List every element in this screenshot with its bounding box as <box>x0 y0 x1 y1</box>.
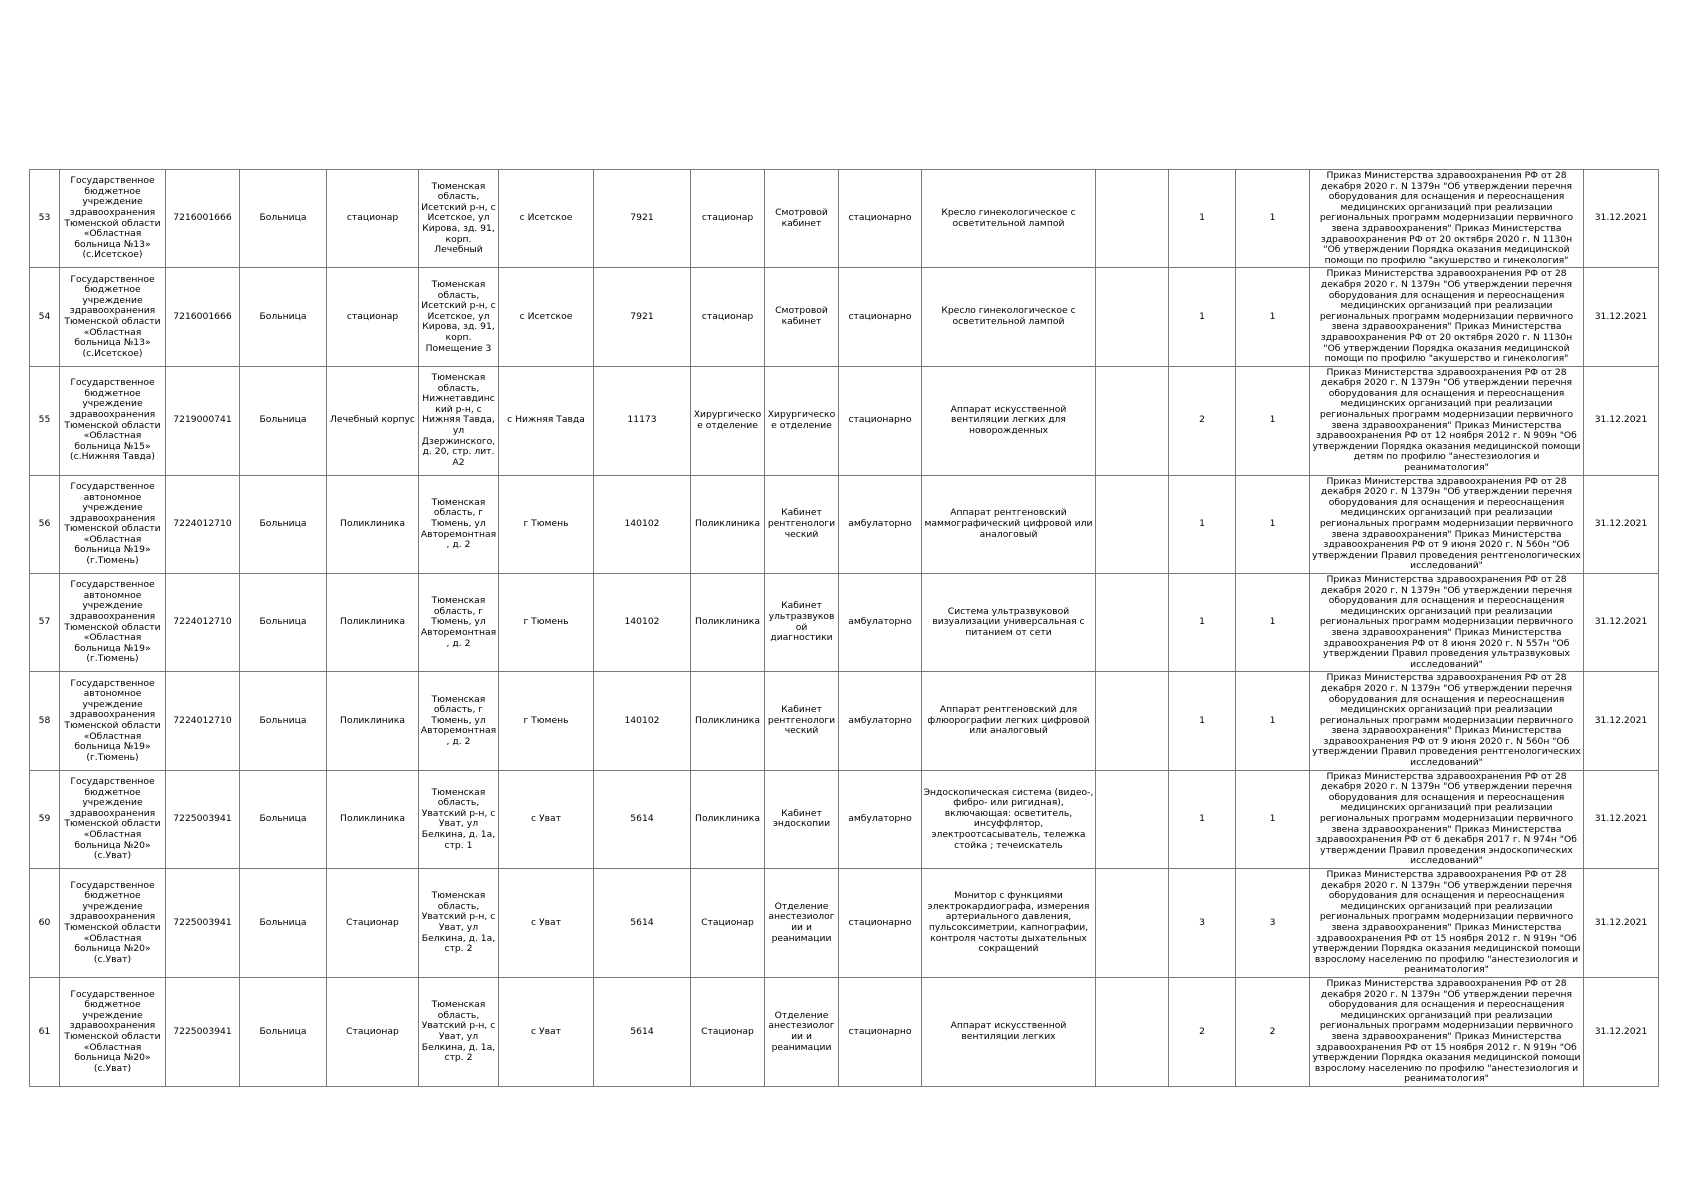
unit: Стационар <box>691 977 765 1086</box>
room-name: Смотровой кабинет <box>765 268 839 366</box>
care-form: амбулаторно <box>839 573 922 671</box>
organization-name: Государственное бюджетное учреждение здравоохранения Тюменской области «Областная больница №15» (с.Нижняя Тавда) <box>60 366 166 475</box>
deadline-date: 31.12.2021 <box>1584 770 1659 868</box>
row-number: 59 <box>30 770 60 868</box>
facility-type: Больница <box>240 170 327 268</box>
row-number: 58 <box>30 672 60 770</box>
row-number: 61 <box>30 977 60 1086</box>
equipment-name: Эндоскопическая система (видео-, фибро- или ригидная), включающая: осветитель, инсуффлятор, электроотсасыватель, тележка стойка ; течеискатель <box>922 770 1096 868</box>
deadline-date: 31.12.2021 <box>1584 170 1659 268</box>
equipment-name: Аппарат рентгеновский для флюорографии легких цифровой или аналоговый <box>922 672 1096 770</box>
room-name: Отделение анестезиологии и реанимации <box>765 869 839 978</box>
subdivision: Поликлиника <box>327 672 419 770</box>
table-row <box>30 268 1659 366</box>
settlement: г Тюмень <box>499 573 594 671</box>
population: 5614 <box>594 869 691 978</box>
care-form: амбулаторно <box>839 475 922 573</box>
settlement: с Уват <box>499 770 594 868</box>
deadline-date: 31.12.2021 <box>1584 366 1659 475</box>
extra-cell <box>1096 869 1169 978</box>
table-row <box>30 366 1659 475</box>
equipment-name: Система ультразвуковой визуализации универсальная с питанием от сети <box>922 573 1096 671</box>
organization-name: Государственное автономное учреждение здравоохранения Тюменской области «Областная больница №19» (г.Тюмень) <box>60 573 166 671</box>
extra-cell <box>1096 573 1169 671</box>
quantity-required: 3 <box>1169 869 1236 978</box>
deadline-date: 31.12.2021 <box>1584 672 1659 770</box>
settlement: с Исетское <box>499 170 594 268</box>
extra-cell <box>1096 475 1169 573</box>
extra-cell <box>1096 366 1169 475</box>
organization-name: Государственное бюджетное учреждение здравоохранения Тюменской области «Областная больница №20» (с.Уват) <box>60 977 166 1086</box>
room-name: Кабинет эндоскопии <box>765 770 839 868</box>
organization-name: Государственное бюджетное учреждение здравоохранения Тюменской области «Областная больница №20» (с.Уват) <box>60 770 166 868</box>
facility-type: Больница <box>240 366 327 475</box>
quantity-planned: 1 <box>1236 672 1310 770</box>
care-form: амбулаторно <box>839 672 922 770</box>
population: 7921 <box>594 170 691 268</box>
address: Тюменская область, Уватский р-н, с Уват, ул Белкина, д. 1а, стр. 2 <box>419 869 499 978</box>
settlement: г Тюмень <box>499 475 594 573</box>
deadline-date: 31.12.2021 <box>1584 869 1659 978</box>
room-name: Хирургическое отделение <box>765 366 839 475</box>
quantity-required: 2 <box>1169 977 1236 1086</box>
subdivision: Поликлиника <box>327 770 419 868</box>
room-name: Кабинет рентгенологический <box>765 475 839 573</box>
room-name: Смотровой кабинет <box>765 170 839 268</box>
address: Тюменская область, г Тюмень, ул Авторемонтная, д. 2 <box>419 573 499 671</box>
address: Тюменская область, Уватский р-н, с Уват, ул Белкина, д. 1а, стр. 2 <box>419 977 499 1086</box>
subdivision: стационар <box>327 268 419 366</box>
equipment-name: Аппарат искусственной вентиляции легких для новорожденных <box>922 366 1096 475</box>
table-row <box>30 672 1659 770</box>
unit: стационар <box>691 170 765 268</box>
inn-code: 7216001666 <box>166 268 240 366</box>
deadline-date: 31.12.2021 <box>1584 977 1659 1086</box>
room-name: Кабинет рентгенологический <box>765 672 839 770</box>
quantity-required: 1 <box>1169 475 1236 573</box>
regulation-order: Приказ Министерства здравоохранения РФ от 28 декабря 2020 г. N 1379н "Об утверждении перечня оборудования для оснащения и переоснащения медицинских организаций при реализации региональных программ модернизации первичного звена здравоохранения" Приказ Министерства здравоохранения РФ от 6 декабря 2017 г. N 974н "Об утверждении Правил проведения эндоскопических исследований" <box>1310 770 1584 868</box>
care-form: стационарно <box>839 869 922 978</box>
inn-code: 7224012710 <box>166 573 240 671</box>
settlement: с Уват <box>499 977 594 1086</box>
quantity-planned: 3 <box>1236 869 1310 978</box>
care-form: стационарно <box>839 268 922 366</box>
deadline-date: 31.12.2021 <box>1584 475 1659 573</box>
care-form: стационарно <box>839 366 922 475</box>
equipment-name: Монитор с функциями электрокардиографа, измерения артериального давления, пульсоксиметрии, капнографии, контроля частоты дыхательных сокращений <box>922 869 1096 978</box>
care-form: стационарно <box>839 977 922 1086</box>
regulation-order: Приказ Министерства здравоохранения РФ от 28 декабря 2020 г. N 1379н "Об утверждении перечня оборудования для оснащения и переоснащения медицинских организаций при реализации региональных программ модернизации первичного звена здравоохранения" Приказ Министерства здравоохранения РФ от 12 ноября 2012 г. N 909н "Об утверждении Порядка оказания медицинской помощи детям по профилю "анестезиология и реаниматология" <box>1310 366 1584 475</box>
extra-cell <box>1096 672 1169 770</box>
facility-type: Больница <box>240 977 327 1086</box>
facility-type: Больница <box>240 573 327 671</box>
subdivision: Стационар <box>327 977 419 1086</box>
regulation-order: Приказ Министерства здравоохранения РФ от 28 декабря 2020 г. N 1379н "Об утверждении перечня оборудования для оснащения и переоснащения медицинских организаций при реализации региональных программ модернизации первичного звена здравоохранения" Приказ Министерства здравоохранения РФ от 15 ноября 2012 г. N 919н "Об утверждении Порядка оказания медицинской помощи взрослому населению по профилю "анестезиология и реаниматология" <box>1310 869 1584 978</box>
address: Тюменская область, Нижнетавдинский р-н, с Нижняя Тавда, ул Дзержинского, д. 20, стр. лит. А2 <box>419 366 499 475</box>
unit: Поликлиника <box>691 475 765 573</box>
quantity-required: 1 <box>1169 672 1236 770</box>
extra-cell <box>1096 977 1169 1086</box>
population: 11173 <box>594 366 691 475</box>
quantity-required: 1 <box>1169 170 1236 268</box>
table-row <box>30 475 1659 573</box>
regulation-order: Приказ Министерства здравоохранения РФ от 28 декабря 2020 г. N 1379н "Об утверждении перечня оборудования для оснащения и переоснащения медицинских организаций при реализации региональных программ модернизации первичного звена здравоохранения" Приказ Министерства здравоохранения РФ от 20 октября 2020 г. N 1130н "Об утверждении Порядка оказания медицинской помощи по профилю "акушерство и гинекология" <box>1310 268 1584 366</box>
address: Тюменская область, Исетский р-н, с Исетское, ул Кирова, зд. 91, корп. Помещение 3 <box>419 268 499 366</box>
deadline-date: 31.12.2021 <box>1584 573 1659 671</box>
quantity-required: 1 <box>1169 770 1236 868</box>
equipment-name: Аппарат искусственной вентиляции легких <box>922 977 1096 1086</box>
address: Тюменская область, Уватский р-н, с Уват, ул Белкина, д. 1а, стр. 1 <box>419 770 499 868</box>
population: 140102 <box>594 573 691 671</box>
regulation-order: Приказ Министерства здравоохранения РФ от 28 декабря 2020 г. N 1379н "Об утверждении перечня оборудования для оснащения и переоснащения медицинских организаций при реализации региональных программ модернизации первичного звена здравоохранения" Приказ Министерства здравоохранения РФ от 20 октября 2020 г. N 1130н "Об утверждении Порядка оказания медицинской помощи по профилю "акушерство и гинекология" <box>1310 170 1584 268</box>
inn-code: 7216001666 <box>166 170 240 268</box>
room-name: Отделение анестезиологии и реанимации <box>765 977 839 1086</box>
equipment-name: Кресло гинекологическое с осветительной лампой <box>922 268 1096 366</box>
quantity-required: 1 <box>1169 268 1236 366</box>
subdivision: Поликлиника <box>327 573 419 671</box>
quantity-required: 1 <box>1169 573 1236 671</box>
address: Тюменская область, Исетский р-н, с Исетское, ул Кирова, зд. 91, корп. Лечебный <box>419 170 499 268</box>
inn-code: 7225003941 <box>166 977 240 1086</box>
table-row <box>30 170 1659 268</box>
subdivision: Поликлиника <box>327 475 419 573</box>
room-name: Кабинет ультразвуковой диагностики <box>765 573 839 671</box>
quantity-required: 2 <box>1169 366 1236 475</box>
equipment-table <box>29 169 1659 1087</box>
extra-cell <box>1096 770 1169 868</box>
unit: Поликлиника <box>691 672 765 770</box>
settlement: с Исетское <box>499 268 594 366</box>
quantity-planned: 1 <box>1236 770 1310 868</box>
organization-name: Государственное бюджетное учреждение здравоохранения Тюменской области «Областная больница №13» (с.Исетское) <box>60 268 166 366</box>
table-row <box>30 977 1659 1086</box>
regulation-order: Приказ Министерства здравоохранения РФ от 28 декабря 2020 г. N 1379н "Об утверждении перечня оборудования для оснащения и переоснащения медицинских организаций при реализации региональных программ модернизации первичного звена здравоохранения" Приказ Министерства здравоохранения РФ от 9 июня 2020 г. N 560н "Об утверждении Правил проведения рентгенологических исследований" <box>1310 475 1584 573</box>
row-number: 54 <box>30 268 60 366</box>
subdivision: Стационар <box>327 869 419 978</box>
regulation-order: Приказ Министерства здравоохранения РФ от 28 декабря 2020 г. N 1379н "Об утверждении перечня оборудования для оснащения и переоснащения медицинских организаций при реализации региональных программ модернизации первичного звена здравоохранения" Приказ Министерства здравоохранения РФ от 15 ноября 2012 г. N 919н "Об утверждении Порядка оказания медицинской помощи взрослому населению по профилю "анестезиология и реаниматология" <box>1310 977 1584 1086</box>
address: Тюменская область, г Тюмень, ул Авторемонтная, д. 2 <box>419 475 499 573</box>
quantity-planned: 1 <box>1236 366 1310 475</box>
regulation-order: Приказ Министерства здравоохранения РФ от 28 декабря 2020 г. N 1379н "Об утверждении перечня оборудования для оснащения и переоснащения медицинских организаций при реализации региональных программ модернизации первичного звена здравоохранения" Приказ Министерства здравоохранения РФ от 9 июня 2020 г. N 560н "Об утверждении Правил проведения рентгенологических исследований" <box>1310 672 1584 770</box>
extra-cell <box>1096 268 1169 366</box>
unit: стационар <box>691 268 765 366</box>
population: 140102 <box>594 475 691 573</box>
inn-code: 7219000741 <box>166 366 240 475</box>
settlement: г Тюмень <box>499 672 594 770</box>
quantity-planned: 1 <box>1236 170 1310 268</box>
table-row <box>30 869 1659 978</box>
extra-cell <box>1096 170 1169 268</box>
population: 7921 <box>594 268 691 366</box>
quantity-planned: 1 <box>1236 475 1310 573</box>
table-row <box>30 573 1659 671</box>
facility-type: Больница <box>240 268 327 366</box>
facility-type: Больница <box>240 770 327 868</box>
subdivision: стационар <box>327 170 419 268</box>
unit: Стационар <box>691 869 765 978</box>
settlement: с Уват <box>499 869 594 978</box>
equipment-name: Кресло гинекологическое с осветительной лампой <box>922 170 1096 268</box>
row-number: 56 <box>30 475 60 573</box>
organization-name: Государственное автономное учреждение здравоохранения Тюменской области «Областная больница №19» (г.Тюмень) <box>60 672 166 770</box>
facility-type: Больница <box>240 475 327 573</box>
organization-name: Государственное бюджетное учреждение здравоохранения Тюменской области «Областная больница №13» (с.Исетское) <box>60 170 166 268</box>
population: 140102 <box>594 672 691 770</box>
regulation-order: Приказ Министерства здравоохранения РФ от 28 декабря 2020 г. N 1379н "Об утверждении перечня оборудования для оснащения и переоснащения медицинских организаций при реализации региональных программ модернизации первичного звена здравоохранения" Приказ Министерства здравоохранения РФ от 8 июня 2020 г. N 557н "Об утверждении Правил проведения ультразвуковых исследований" <box>1310 573 1584 671</box>
equipment-name: Аппарат рентгеновский маммографический цифровой или аналоговый <box>922 475 1096 573</box>
care-form: амбулаторно <box>839 770 922 868</box>
facility-type: Больница <box>240 869 327 978</box>
inn-code: 7225003941 <box>166 770 240 868</box>
population: 5614 <box>594 977 691 1086</box>
unit: Поликлиника <box>691 573 765 671</box>
quantity-planned: 1 <box>1236 268 1310 366</box>
address: Тюменская область, г Тюмень, ул Авторемонтная, д. 2 <box>419 672 499 770</box>
settlement: с Нижняя Тавда <box>499 366 594 475</box>
unit: Хирургическое отделение <box>691 366 765 475</box>
subdivision: Лечебный корпус <box>327 366 419 475</box>
inn-code: 7224012710 <box>166 475 240 573</box>
deadline-date: 31.12.2021 <box>1584 268 1659 366</box>
row-number: 60 <box>30 869 60 978</box>
row-number: 53 <box>30 170 60 268</box>
quantity-planned: 2 <box>1236 977 1310 1086</box>
row-number: 55 <box>30 366 60 475</box>
inn-code: 7224012710 <box>166 672 240 770</box>
organization-name: Государственное автономное учреждение здравоохранения Тюменской области «Областная больница №19» (г.Тюмень) <box>60 475 166 573</box>
population: 5614 <box>594 770 691 868</box>
quantity-planned: 1 <box>1236 573 1310 671</box>
inn-code: 7225003941 <box>166 869 240 978</box>
unit: Поликлиника <box>691 770 765 868</box>
organization-name: Государственное бюджетное учреждение здравоохранения Тюменской области «Областная больница №20» (с.Уват) <box>60 869 166 978</box>
table-row <box>30 770 1659 868</box>
row-number: 57 <box>30 573 60 671</box>
facility-type: Больница <box>240 672 327 770</box>
care-form: стационарно <box>839 170 922 268</box>
